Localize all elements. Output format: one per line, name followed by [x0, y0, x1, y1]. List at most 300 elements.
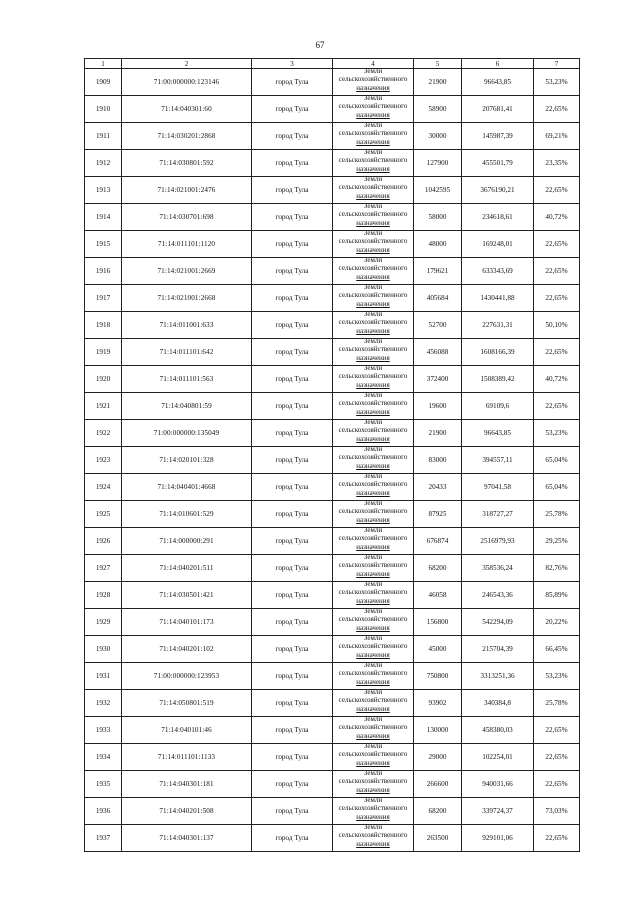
- land-category-line-2: сельскохозяйственного: [338, 102, 408, 111]
- cadastral-value: 97041,58: [462, 474, 534, 501]
- row-number: 1927: [85, 555, 122, 582]
- header-cell-2: 2: [122, 59, 252, 69]
- header-cell-1: 1: [85, 59, 122, 69]
- area: 83000: [414, 447, 462, 474]
- cadastral-value: 340384,8: [462, 690, 534, 717]
- land-category-line-2: сельскохозяйственного: [338, 318, 408, 327]
- land-category-line-3: назначения: [356, 326, 390, 335]
- land-category-text: [333, 690, 413, 715]
- locality: город Тула: [252, 312, 333, 339]
- land-category-text: [333, 717, 413, 742]
- table-row: [85, 96, 580, 123]
- land-category-line-1: Земли: [363, 608, 383, 615]
- land-category-text: [333, 69, 413, 94]
- land-category-line-1: Земли: [363, 365, 383, 372]
- land-category-line-3: назначения: [356, 218, 390, 227]
- cadastral-value: 69109,6: [462, 393, 534, 420]
- cadastral-number: 71:14:030201:2868: [122, 123, 252, 150]
- land-category-line-3: назначения: [356, 461, 390, 470]
- land-category: [333, 96, 414, 123]
- land-category-line-3: назначения: [356, 569, 390, 578]
- row-number: 1937: [85, 825, 122, 852]
- land-category-line-3: назначения: [356, 353, 390, 362]
- area: 156800: [414, 609, 462, 636]
- land-category-line-2: сельскохозяйственного: [338, 831, 408, 840]
- land-category-line-1: Земли: [363, 257, 383, 264]
- area: 46058: [414, 582, 462, 609]
- percentage: 25,78%: [534, 690, 580, 717]
- percentage: 20,22%: [534, 609, 580, 636]
- locality: город Тула: [252, 474, 333, 501]
- cadastral-value: 940031,66: [462, 771, 534, 798]
- land-category: [333, 744, 414, 771]
- land-category-line-2: сельскохозяйственного: [338, 291, 408, 300]
- row-number: 1926: [85, 528, 122, 555]
- cadastral-value: 3676190,21: [462, 177, 534, 204]
- percentage: 53,23%: [534, 420, 580, 447]
- land-category-line-2: сельскохозяйственного: [338, 588, 408, 597]
- land-category-line-2: сельскохозяйственного: [338, 345, 408, 354]
- area: 263500: [414, 825, 462, 852]
- land-category: [333, 582, 414, 609]
- cadastral-value: 207681,41: [462, 96, 534, 123]
- land-category: [333, 825, 414, 852]
- row-number: 1913: [85, 177, 122, 204]
- area: 30000: [414, 123, 462, 150]
- land-category-line-2: сельскохозяйственного: [338, 183, 408, 192]
- row-number: 1917: [85, 285, 122, 312]
- header-cell-4: 4: [333, 59, 414, 69]
- table-row: [85, 717, 580, 744]
- row-number: 1935: [85, 771, 122, 798]
- locality: город Тула: [252, 231, 333, 258]
- cadastral-number: 71:14:010601:529: [122, 501, 252, 528]
- cadastral-value: 102254,01: [462, 744, 534, 771]
- percentage: 85,89%: [534, 582, 580, 609]
- row-number: 1923: [85, 447, 122, 474]
- percentage: 69,21%: [534, 123, 580, 150]
- land-category-line-1: Земли: [363, 797, 383, 804]
- table-row: [85, 825, 580, 852]
- locality: город Тула: [252, 663, 333, 690]
- land-category: [333, 771, 414, 798]
- cadastral-value: 96643,85: [462, 420, 534, 447]
- cadastral-number: 71:14:000000:291: [122, 528, 252, 555]
- percentage: 73,03%: [534, 798, 580, 825]
- land-category-text: [333, 177, 413, 202]
- row-number: 1921: [85, 393, 122, 420]
- land-category: [333, 609, 414, 636]
- land-category: [333, 474, 414, 501]
- land-category-line-1: Земли: [363, 122, 383, 129]
- page-number: 67: [315, 40, 325, 50]
- row-number: 1934: [85, 744, 122, 771]
- land-category-line-1: Земли: [363, 473, 383, 480]
- cadastral-value: 339724,37: [462, 798, 534, 825]
- land-category: [333, 312, 414, 339]
- cadastral-number: 71:14:011101:1120: [122, 231, 252, 258]
- land-category-line-1: Земли: [363, 662, 383, 669]
- row-number: 1929: [85, 609, 122, 636]
- percentage: 25,78%: [534, 501, 580, 528]
- cadastral-number: 71:14:021001:2668: [122, 285, 252, 312]
- land-category-line-3: назначения: [356, 839, 390, 848]
- percentage: 22,65%: [534, 825, 580, 852]
- land-category-line-3: назначения: [356, 407, 390, 416]
- land-category-text: [333, 150, 413, 175]
- row-number: 1912: [85, 150, 122, 177]
- locality: город Тула: [252, 825, 333, 852]
- table-row: [85, 204, 580, 231]
- area: 87925: [414, 501, 462, 528]
- land-category-line-3: назначения: [356, 731, 390, 740]
- land-category-line-2: сельскохозяйственного: [338, 669, 408, 678]
- table-row: [85, 69, 580, 96]
- table-row: [85, 258, 580, 285]
- cadastral-number: 71:14:050801:519: [122, 690, 252, 717]
- table-body: [85, 69, 580, 852]
- land-category-text: [333, 744, 413, 769]
- area: 52700: [414, 312, 462, 339]
- percentage: 22,65%: [534, 771, 580, 798]
- cadastral-number: 71:14:021001:2476: [122, 177, 252, 204]
- cadastral-value: 1430441,88: [462, 285, 534, 312]
- land-category-line-2: сельскохозяйственного: [338, 507, 408, 516]
- land-category-line-3: назначения: [356, 758, 390, 767]
- land-category-line-1: Земли: [363, 500, 383, 507]
- cadastral-value: 633343,69: [462, 258, 534, 285]
- table-row: [85, 636, 580, 663]
- cadastral-number: 71:14:040101:46: [122, 717, 252, 744]
- land-category: [333, 258, 414, 285]
- percentage: 22,65%: [534, 177, 580, 204]
- header-cell-3: 3: [252, 59, 333, 69]
- locality: город Тула: [252, 420, 333, 447]
- land-category-text: [333, 825, 413, 850]
- row-number: 1909: [85, 69, 122, 96]
- cadastral-number: 71:14:040201:511: [122, 555, 252, 582]
- cadastral-value: 96643,85: [462, 69, 534, 96]
- land-category: [333, 177, 414, 204]
- land-category-line-3: назначения: [356, 623, 390, 632]
- land-category-line-1: Земли: [363, 230, 383, 237]
- locality: город Тула: [252, 501, 333, 528]
- land-category-text: [333, 339, 413, 364]
- locality: город Тула: [252, 339, 333, 366]
- row-number: 1919: [85, 339, 122, 366]
- cadastral-number: 71:14:040301:181: [122, 771, 252, 798]
- row-number: 1928: [85, 582, 122, 609]
- land-category-line-3: назначения: [356, 434, 390, 443]
- header-cell-6: 6: [462, 59, 534, 69]
- area: 456088: [414, 339, 462, 366]
- land-category-line-1: Земли: [363, 581, 383, 588]
- land-category-line-2: сельскохозяйственного: [338, 237, 408, 246]
- land-category-line-3: назначения: [356, 191, 390, 200]
- table-row: [85, 744, 580, 771]
- land-category-text: [333, 501, 413, 526]
- area: 68200: [414, 555, 462, 582]
- area: 179621: [414, 258, 462, 285]
- locality: город Тула: [252, 393, 333, 420]
- land-category-text: [333, 258, 413, 283]
- land-category-line-3: назначения: [356, 110, 390, 119]
- land-registry-table: [84, 58, 580, 852]
- land-category-text: [333, 366, 413, 391]
- cadastral-value: 929101,06: [462, 825, 534, 852]
- locality: город Тула: [252, 204, 333, 231]
- land-category-text: [333, 663, 413, 688]
- table-row: [85, 393, 580, 420]
- cadastral-number: 71:14:030501:421: [122, 582, 252, 609]
- table-row: [85, 150, 580, 177]
- land-category-line-2: сельскохозяйственного: [338, 723, 408, 732]
- land-category-line-3: назначения: [356, 272, 390, 281]
- land-category-line-1: Земли: [363, 635, 383, 642]
- locality: город Тула: [252, 96, 333, 123]
- cadastral-number: 71:14:040201:508: [122, 798, 252, 825]
- table-row: [85, 285, 580, 312]
- land-category-text: [333, 474, 413, 499]
- cadastral-value: 215704,39: [462, 636, 534, 663]
- percentage: 23,35%: [534, 150, 580, 177]
- land-category-line-2: сельскохозяйственного: [338, 129, 408, 138]
- locality: город Тула: [252, 285, 333, 312]
- land-category-line-2: сельскохозяйственного: [338, 696, 408, 705]
- land-category: [333, 798, 414, 825]
- table-row: [85, 690, 580, 717]
- area: 130000: [414, 717, 462, 744]
- table-row: [85, 609, 580, 636]
- percentage: 22,65%: [534, 285, 580, 312]
- area: 1042595: [414, 177, 462, 204]
- cadastral-value: 358536,24: [462, 555, 534, 582]
- locality: город Тула: [252, 69, 333, 96]
- land-category: [333, 339, 414, 366]
- percentage: 22,65%: [534, 258, 580, 285]
- land-category-line-1: Земли: [363, 743, 383, 750]
- land-category-line-2: сельскохозяйственного: [338, 156, 408, 165]
- land-category: [333, 690, 414, 717]
- percentage: 40,72%: [534, 366, 580, 393]
- land-category-line-2: сельскохозяйственного: [338, 210, 408, 219]
- land-category-line-3: назначения: [356, 515, 390, 524]
- cadastral-number: 71:14:040801:59: [122, 393, 252, 420]
- percentage: 82,76%: [534, 555, 580, 582]
- percentage: 22,65%: [534, 96, 580, 123]
- percentage: 29,25%: [534, 528, 580, 555]
- area: 58900: [414, 96, 462, 123]
- cadastral-number: 71:14:040301:60: [122, 96, 252, 123]
- area: 127900: [414, 150, 462, 177]
- land-category-line-2: сельскохозяйственного: [338, 453, 408, 462]
- cadastral-value: 246543,36: [462, 582, 534, 609]
- land-category-line-2: сельскохозяйственного: [338, 372, 408, 381]
- area: 29000: [414, 744, 462, 771]
- cadastral-number: 71:14:040401:4668: [122, 474, 252, 501]
- land-category-line-3: назначения: [356, 812, 390, 821]
- row-number: 1915: [85, 231, 122, 258]
- land-category-text: [333, 798, 413, 823]
- land-category: [333, 555, 414, 582]
- cadastral-number: 71:14:020101:328: [122, 447, 252, 474]
- land-category-line-3: назначения: [356, 164, 390, 173]
- area: 405684: [414, 285, 462, 312]
- land-category: [333, 231, 414, 258]
- land-category-line-1: Земли: [363, 419, 383, 426]
- cadastral-number: 71:14:021001:2669: [122, 258, 252, 285]
- locality: город Тула: [252, 528, 333, 555]
- percentage: 65,04%: [534, 447, 580, 474]
- land-category-line-2: сельскохозяйственного: [338, 750, 408, 759]
- percentage: 22,65%: [534, 231, 580, 258]
- locality: город Тула: [252, 447, 333, 474]
- area: 19600: [414, 393, 462, 420]
- land-category-line-1: Земли: [363, 149, 383, 156]
- land-category-line-3: назначения: [356, 785, 390, 794]
- cadastral-value: 234618,61: [462, 204, 534, 231]
- table-row: [85, 582, 580, 609]
- row-number: 1936: [85, 798, 122, 825]
- land-category-line-1: Земли: [363, 95, 383, 102]
- land-category-text: [333, 96, 413, 121]
- cadastral-value: 394557,11: [462, 447, 534, 474]
- cadastral-value: 455501,79: [462, 150, 534, 177]
- land-category-line-1: Земли: [363, 176, 383, 183]
- table-row: [85, 312, 580, 339]
- land-category-line-1: Земли: [363, 203, 383, 210]
- table-row: [85, 177, 580, 204]
- land-category-line-3: назначения: [356, 596, 390, 605]
- land-category-line-2: сельскохозяйственного: [338, 804, 408, 813]
- cadastral-number: 71:14:011101:563: [122, 366, 252, 393]
- row-number: 1922: [85, 420, 122, 447]
- cadastral-number: 71:14:030701:698: [122, 204, 252, 231]
- table-row: [85, 528, 580, 555]
- land-category: [333, 366, 414, 393]
- row-number: 1918: [85, 312, 122, 339]
- land-category-line-1: Земли: [363, 824, 383, 831]
- land-category-text: [333, 582, 413, 607]
- land-category-text: [333, 123, 413, 148]
- percentage: 65,04%: [534, 474, 580, 501]
- land-category-text: [333, 555, 413, 580]
- row-number: 1916: [85, 258, 122, 285]
- area: 48000: [414, 231, 462, 258]
- cadastral-number: 71:00:000000:123146: [122, 69, 252, 96]
- land-category-line-1: Земли: [363, 527, 383, 534]
- land-category: [333, 420, 414, 447]
- locality: город Тула: [252, 717, 333, 744]
- table-row: [85, 420, 580, 447]
- header-cell-5: 5: [414, 59, 462, 69]
- percentage: 53,23%: [534, 663, 580, 690]
- percentage: 22,65%: [534, 339, 580, 366]
- land-category: [333, 123, 414, 150]
- cadastral-number: 71:14:040201:102: [122, 636, 252, 663]
- land-category-line-1: Земли: [363, 68, 383, 75]
- locality: город Тула: [252, 150, 333, 177]
- land-category-text: [333, 312, 413, 337]
- percentage: 22,65%: [534, 393, 580, 420]
- cadastral-value: 1608166,39: [462, 339, 534, 366]
- table-row: [85, 663, 580, 690]
- row-number: 1932: [85, 690, 122, 717]
- land-category-line-3: назначения: [356, 299, 390, 308]
- locality: город Тула: [252, 123, 333, 150]
- land-category-line-2: сельскохозяйственного: [338, 642, 408, 651]
- land-category-text: [333, 204, 413, 229]
- row-number: 1924: [85, 474, 122, 501]
- land-category-line-2: сельскохозяйственного: [338, 264, 408, 273]
- cadastral-number: 71:00:000000:135049: [122, 420, 252, 447]
- percentage: 40,72%: [534, 204, 580, 231]
- land-category-text: [333, 636, 413, 661]
- land-category: [333, 285, 414, 312]
- table-row: [85, 231, 580, 258]
- land-category-text: [333, 285, 413, 310]
- table-row: [85, 366, 580, 393]
- land-category-text: [333, 528, 413, 553]
- cadastral-value: 227631,31: [462, 312, 534, 339]
- row-number: 1910: [85, 96, 122, 123]
- land-category-line-3: назначения: [356, 650, 390, 659]
- locality: город Тула: [252, 609, 333, 636]
- land-category-text: [333, 231, 413, 256]
- area: 21900: [414, 69, 462, 96]
- land-category-line-3: назначения: [356, 488, 390, 497]
- cadastral-number: 71:14:040301:137: [122, 825, 252, 852]
- land-category-line-2: сельскохозяйственного: [338, 426, 408, 435]
- area: 372400: [414, 366, 462, 393]
- cadastral-number: 71:14:030801:592: [122, 150, 252, 177]
- row-number: 1931: [85, 663, 122, 690]
- land-category: [333, 663, 414, 690]
- locality: город Тула: [252, 366, 333, 393]
- cadastral-value: 1508389,42: [462, 366, 534, 393]
- percentage: 22,65%: [534, 717, 580, 744]
- area: 20433: [414, 474, 462, 501]
- table-row: [85, 501, 580, 528]
- land-category-text: [333, 771, 413, 796]
- locality: город Тула: [252, 798, 333, 825]
- table-row: [85, 555, 580, 582]
- table-row: [85, 123, 580, 150]
- land-category-line-3: назначения: [356, 542, 390, 551]
- cadastral-value: 542294,09: [462, 609, 534, 636]
- cadastral-number: 71:14:011101:1133: [122, 744, 252, 771]
- locality: город Тула: [252, 636, 333, 663]
- land-category-line-1: Земли: [363, 554, 383, 561]
- row-number: 1930: [85, 636, 122, 663]
- land-category-line-1: Земли: [363, 716, 383, 723]
- area: 676874: [414, 528, 462, 555]
- land-category-text: [333, 447, 413, 472]
- percentage: 50,10%: [534, 312, 580, 339]
- cadastral-number: 71:00:000000:123953: [122, 663, 252, 690]
- land-category-line-3: назначения: [356, 245, 390, 254]
- land-category-line-2: сельскохозяйственного: [338, 777, 408, 786]
- table-row: [85, 771, 580, 798]
- land-category-line-2: сельскохозяйственного: [338, 561, 408, 570]
- area: 750800: [414, 663, 462, 690]
- cadastral-value: 318727,27: [462, 501, 534, 528]
- table-row: [85, 474, 580, 501]
- land-category-line-1: Земли: [363, 392, 383, 399]
- land-category-line-3: назначения: [356, 704, 390, 713]
- area: 45000: [414, 636, 462, 663]
- land-category: [333, 393, 414, 420]
